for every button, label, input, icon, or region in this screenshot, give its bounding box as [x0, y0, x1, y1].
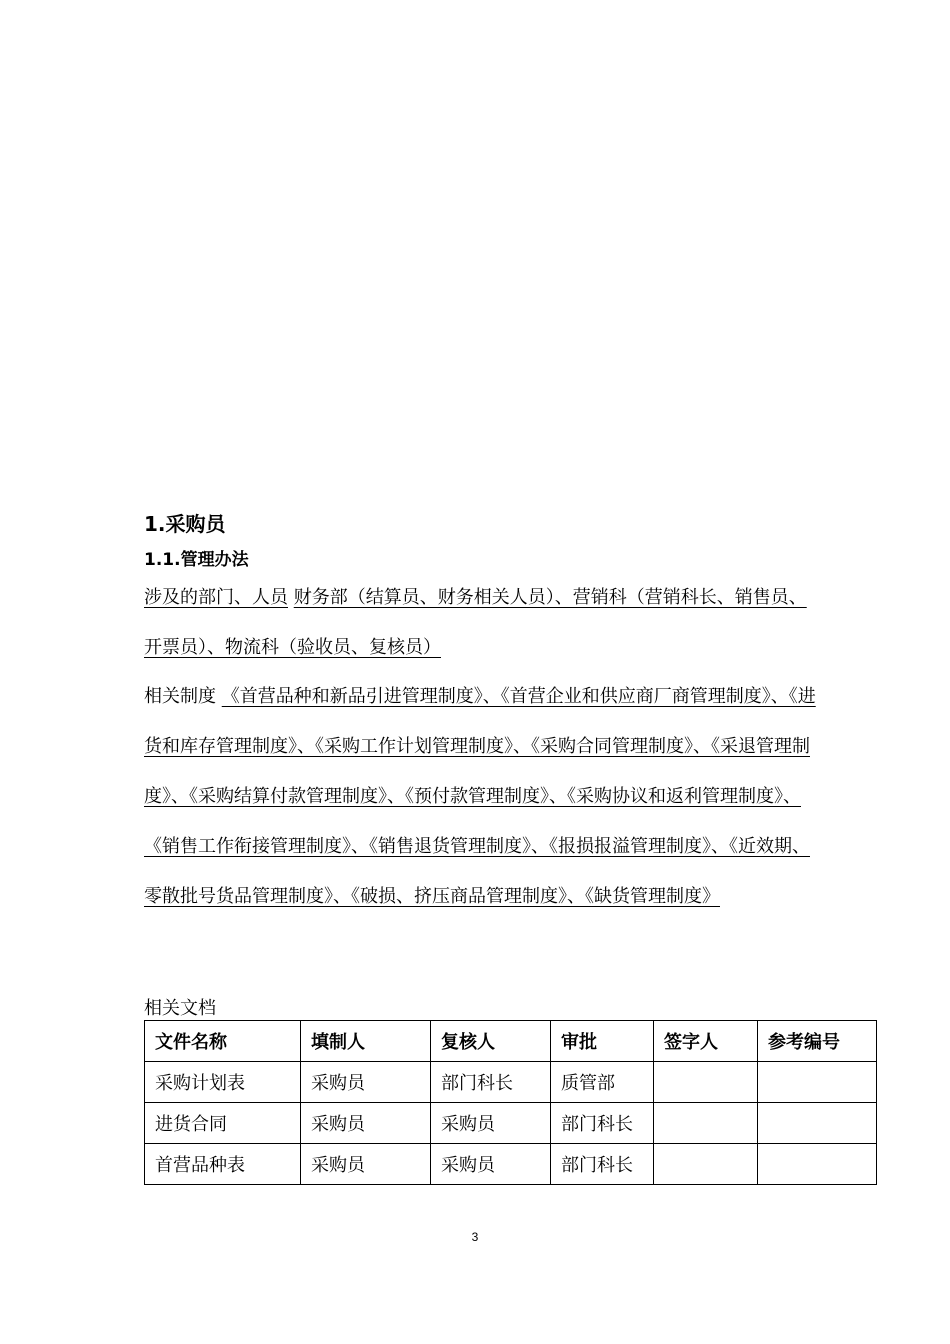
table-cell — [654, 1062, 758, 1103]
regulations-value: 《首营品种和新品引进管理制度》、《首营企业和供应商厂商管理制度》、《进货和库存管理制度》、《采购工作计划管理制度》、《采购合同管理制度》、《采退管理制度》、《采购结算付款管理制度》、《预付款管理制度》、《采购协议和返利管理制度》、《销售工作衔接管理制度》、《销售退货管理制度》、《报损报溢管理制度》、《近效期、零散批号货品管理制度》、《破损、挤压商品管理制度》、《缺货管理制度》 — [144, 686, 816, 907]
table-cell: 质管部 — [551, 1062, 654, 1103]
regulations-label: 相关制度 — [144, 686, 216, 707]
table-cell — [758, 1103, 877, 1144]
departments-paragraph — [144, 573, 816, 673]
table-cell: 首营品种表 — [145, 1144, 301, 1185]
page-number: 3 — [471, 1230, 479, 1244]
header-cell: 审批 — [551, 1021, 654, 1062]
table-cell: 采购员 — [431, 1144, 551, 1185]
documents-table — [144, 1020, 877, 1185]
section-subheading: 1.1.管理办法 — [144, 550, 249, 570]
table-row — [145, 1062, 877, 1103]
table-cell: 采购员 — [301, 1062, 431, 1103]
table-cell — [758, 1144, 877, 1185]
table-cell: 采购员 — [301, 1103, 431, 1144]
header-cell: 签字人 — [654, 1021, 758, 1062]
header-cell: 填制人 — [301, 1021, 431, 1062]
table-cell: 进货合同 — [145, 1103, 301, 1144]
table-cell: 采购计划表 — [145, 1062, 301, 1103]
documents-label: 相关文档 — [144, 998, 216, 1019]
table-cell — [654, 1144, 758, 1185]
table-header-row — [145, 1021, 877, 1062]
table-cell — [654, 1103, 758, 1144]
header-cell: 参考编号 — [758, 1021, 877, 1062]
header-cell: 复核人 — [431, 1021, 551, 1062]
table-cell: 部门科长 — [551, 1144, 654, 1185]
table-cell: 采购员 — [431, 1103, 551, 1144]
regulations-paragraph — [144, 672, 816, 922]
table-cell — [758, 1062, 877, 1103]
table-cell: 部门科长 — [431, 1062, 551, 1103]
table-row — [145, 1103, 877, 1144]
table-row — [145, 1144, 877, 1185]
header-cell: 文件名称 — [145, 1021, 301, 1062]
departments-value: 财务部（结算员、财务相关人员）、营销科（营销科长、销售员、开票员）、物流科（验收员、复核员） — [144, 587, 807, 658]
departments-label: 涉及的部门、人员 — [144, 587, 288, 608]
table-cell: 部门科长 — [551, 1103, 654, 1144]
table-cell: 采购员 — [301, 1144, 431, 1185]
section-heading: 1.采购员 — [144, 512, 226, 536]
